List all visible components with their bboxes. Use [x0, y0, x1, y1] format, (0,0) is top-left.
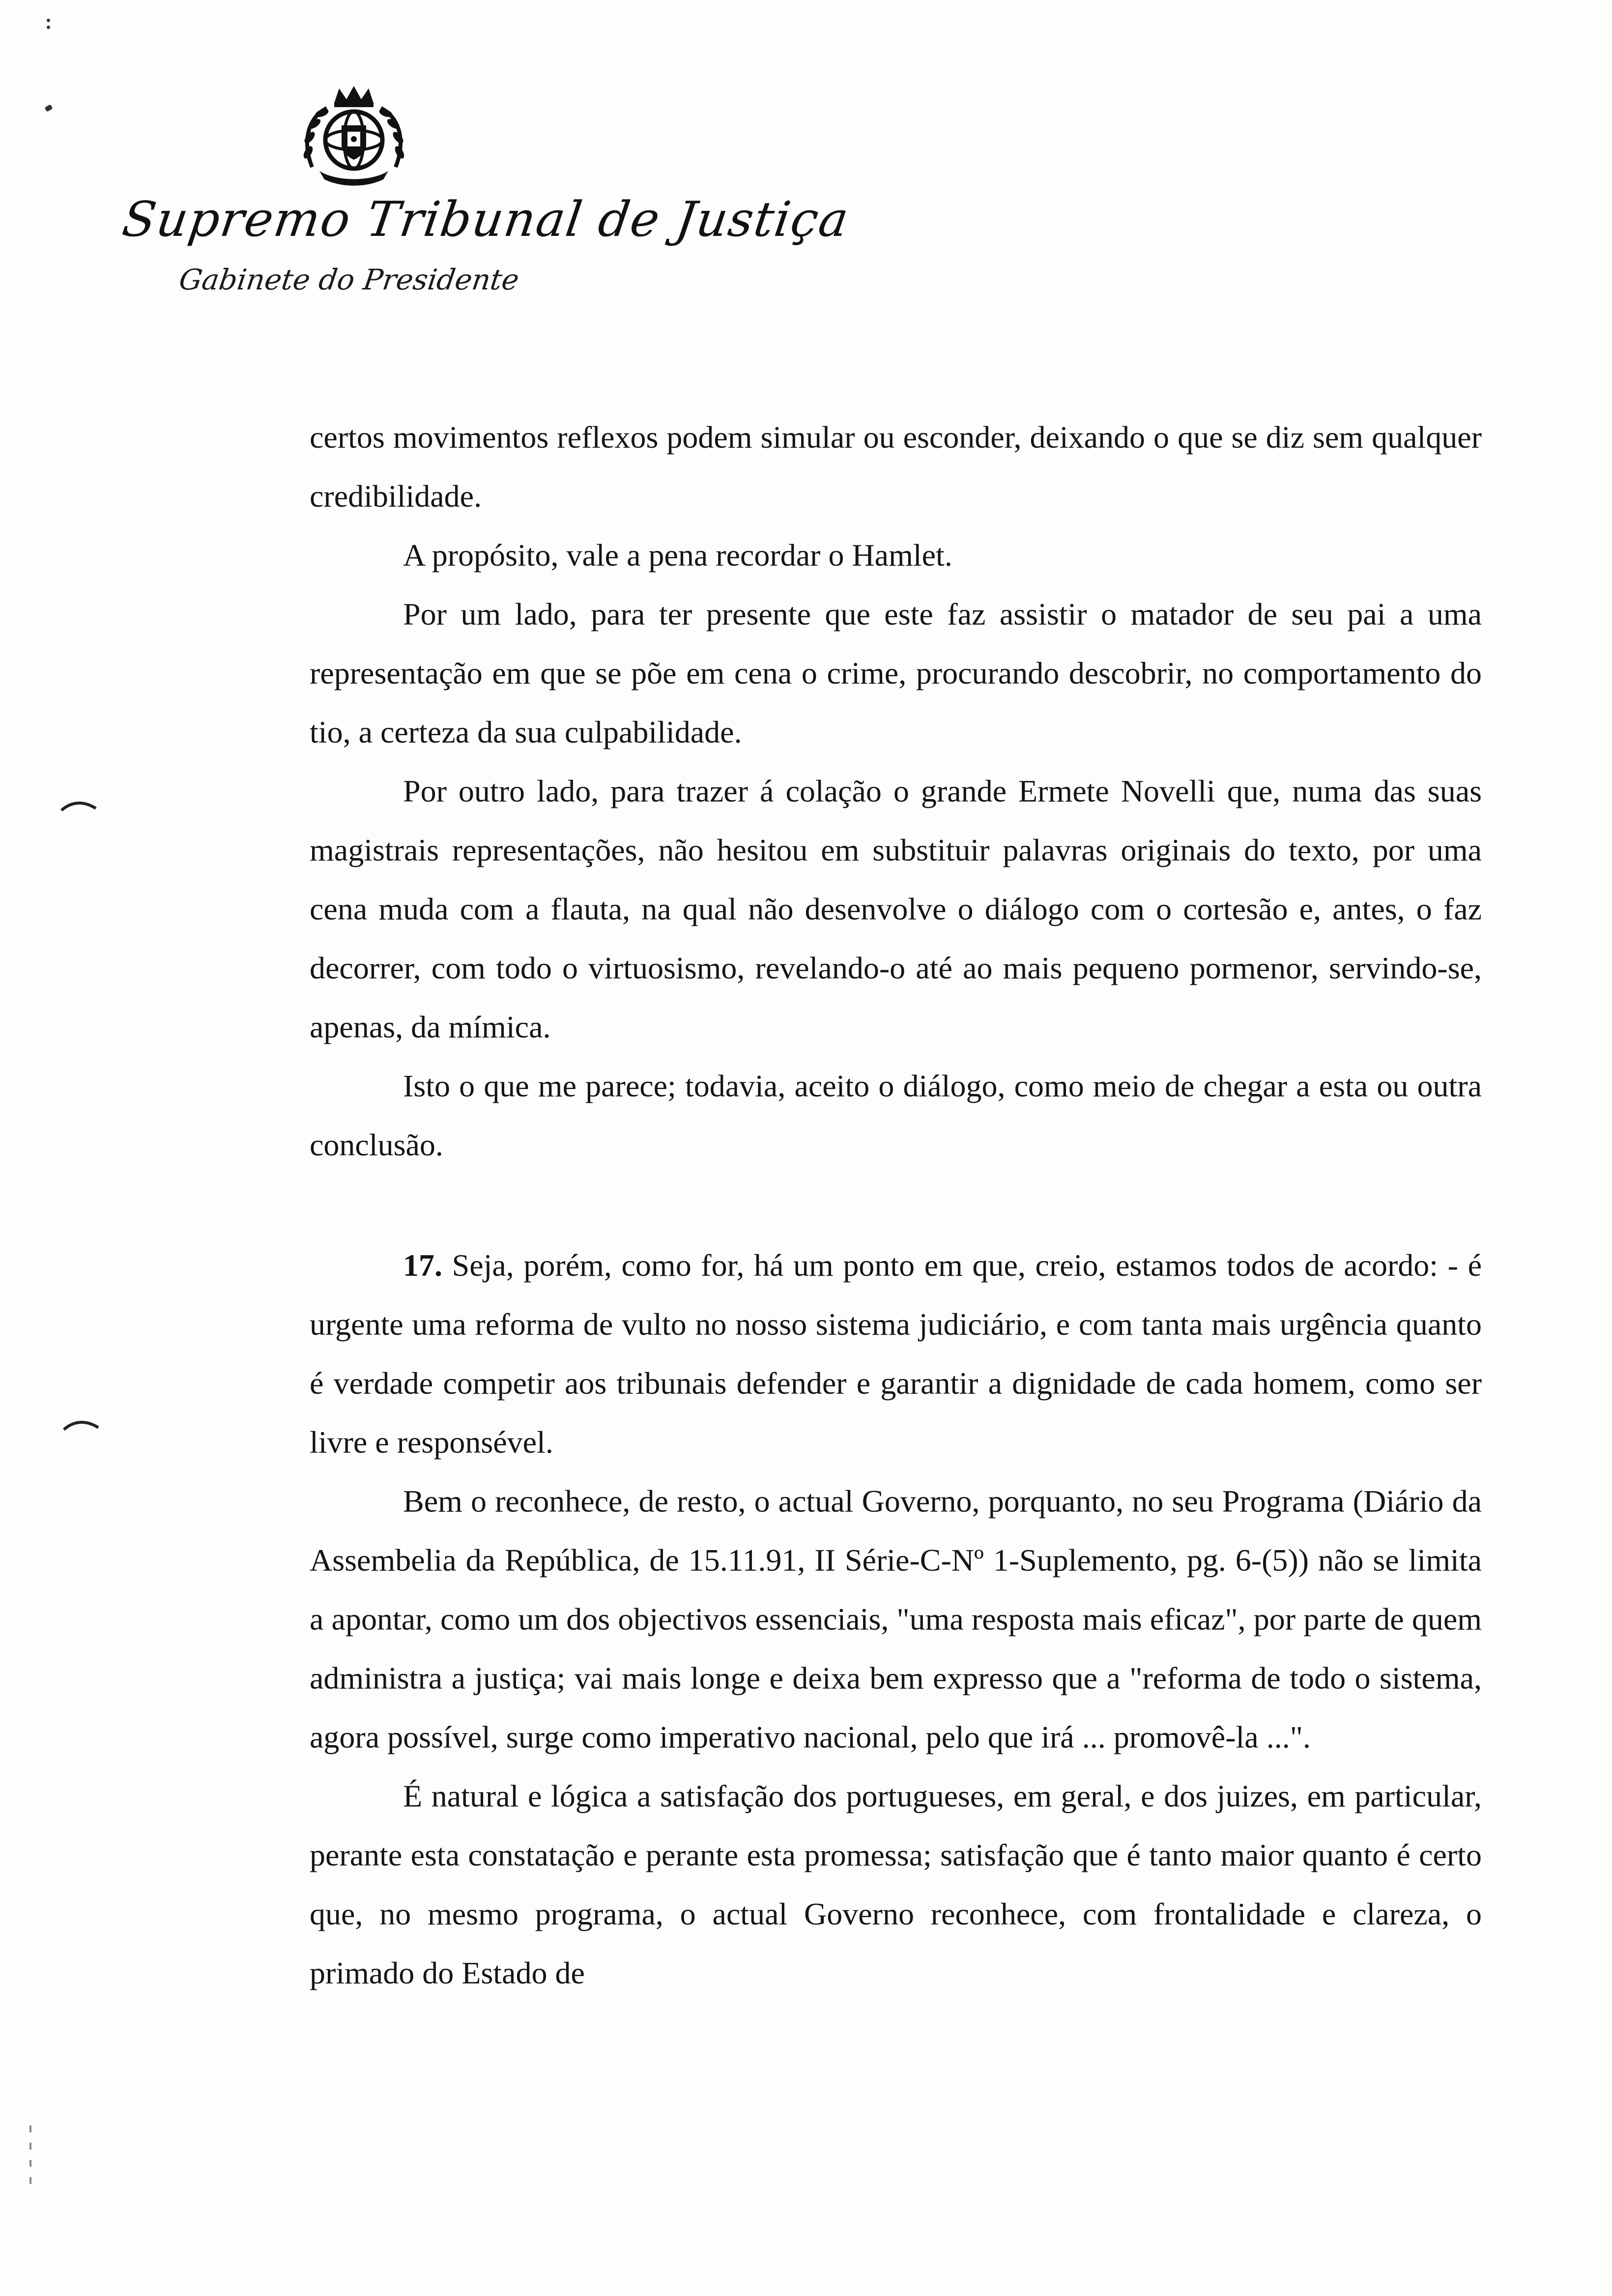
scan-mark	[59, 799, 98, 813]
paragraph: Por outro lado, para trazer á colação o grande Ermete Novelli que, numa das suas magistrais representações, não hesitou em substituir palavras originais do texto, por uma cena muda com a flauta, na qual não desenvolve o diálogo com o cortesão e, antes, o faz decorrer, com todo o virtuosismo, revelando-o até ao mais pequeno pormenor, servindo-se, apenas, da mímica.	[310, 774, 1482, 1044]
paragraph: É natural e lógica a satisfação dos portugueses, em geral, e dos juizes, em particular, perante esta constatação e perante esta promessa; satisfação que é tanto maior quanto é certo que, no mesmo programa, o actual Governo reconhece, com frontalidade e clareza, o primado do Estado de	[310, 1779, 1482, 1990]
paragraph-text: Seja, porém, como for, há um ponto em que, creio, estamos todos de acordo: - é urgente uma reforma de vulto no nosso sistema judiciário, e com tanta mais urgência quanto é verdade competir aos tribunais defender e garantir a dignidade de cada homem, como ser livre e responsével.	[310, 1248, 1482, 1460]
paragraph: A propósito, vale a pena recordar o Hamlet.	[403, 538, 952, 573]
court-name: Supremo Tribunal de Justiça	[118, 192, 853, 248]
paragraph: Bem o reconhece, de resto, o actual Governo, porquanto, no seu Programa (Diário da Assembelia da República, de 15.11.91, II Série-C-Nº 1-Suplemento, pg. 6-(5)) não se limita a apontar, como um dos objectivos essenciais, "uma resposta mais eficaz", por parte de quem administra a justiça; vai mais longe e deixa bem expresso que a "reforma de todo o sistema, agora possível, surge como imperativo nacional, pelo que irá ... promovê-la ...".	[310, 1484, 1482, 1754]
scan-mark	[47, 26, 50, 29]
section-17-paragraph	[310, 1236, 1482, 1472]
paragraph: Isto o que me parece; todavia, aceito o diálogo, como meio de chegar a esta ou outra conclusão.	[310, 1068, 1482, 1162]
paragraph: certos movimentos reflexos podem simular ou esconder, deixando o que se diz sem qualquer credibilidade.	[310, 420, 1482, 514]
scan-mark	[47, 19, 50, 22]
scan-mark	[29, 2160, 31, 2167]
scan-mark	[44, 104, 53, 112]
scan-mark	[29, 2143, 31, 2150]
coat-of-arms-icon	[292, 84, 415, 187]
scan-mark	[61, 1418, 101, 1433]
section-number: 17.	[403, 1248, 442, 1283]
scan-mark	[29, 2125, 31, 2132]
office-name: Gabinete do Presidente	[177, 263, 521, 296]
paragraph: Por um lado, para ter presente que este faz assistir o matador de seu pai a uma representação em que se põe em cena o crime, procurando descobrir, no comportamento do tio, a certeza da sua culpabilidade.	[310, 597, 1482, 749]
scan-mark	[29, 2177, 31, 2184]
letterhead	[118, 84, 853, 310]
body-text	[310, 408, 1482, 2003]
